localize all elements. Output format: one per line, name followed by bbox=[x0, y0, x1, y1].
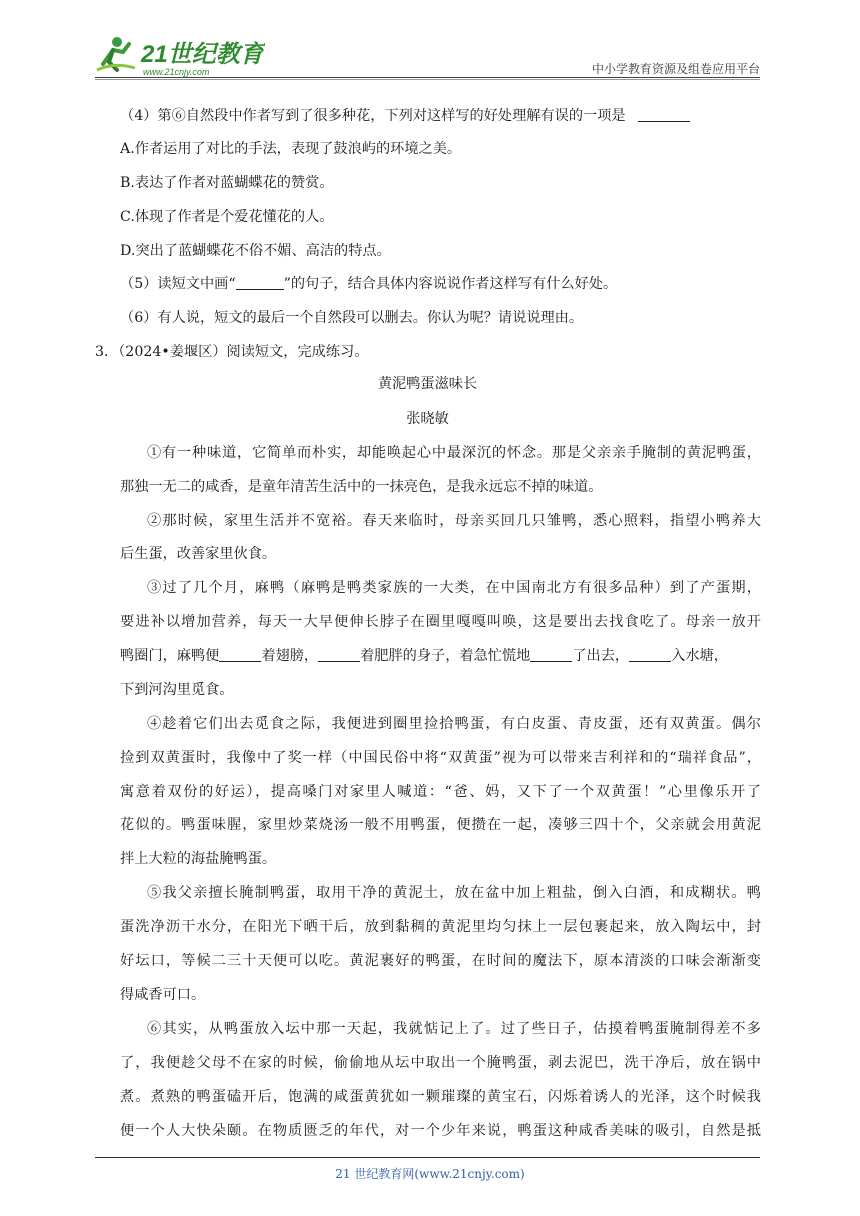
paragraph-3-line: 要进补以增加营养，每天一大早便伸长脖子在圈里嘎嘎叫唤，这是要出去找食吃了。母亲一放开 bbox=[120, 614, 761, 630]
article-title: 黄泥鸭蛋滋味长 bbox=[377, 376, 478, 392]
header-divider-thin bbox=[95, 79, 760, 80]
paragraph-3-line: 下到河沟里觅食。 bbox=[120, 682, 234, 698]
paragraph-3-line: ③过了几个月，麻鸭（麻鸭是鸭类家族的一大类，在中国南北方有很多品种）到了产蛋期， bbox=[147, 580, 761, 596]
paragraph-2-line: ②那时候，家里生活并不宽裕。春天来临时，母亲买回几只雏鸭，悉心照料，指望小鸭养大 bbox=[147, 513, 761, 529]
svg-text:21世纪教育: 21世纪教育 bbox=[141, 41, 264, 68]
paragraph-6-line: 便一个人大快朵颐。在物质匮乏的年代，对一个少年来说，鸭蛋这种咸香美味的吸引，自然是抵 bbox=[120, 1123, 761, 1139]
fill-blank-2[interactable] bbox=[318, 647, 360, 662]
option-b: B.表达了作者对蓝蝴蝶花的赞赏。 bbox=[120, 175, 334, 191]
paragraph-1-line: 那独一无二的咸香，是童年清苦生活中的一抹亮色，是我永远忘不掉的味道。 bbox=[120, 479, 603, 495]
footer-divider bbox=[95, 1157, 760, 1158]
paragraph-4-line: 捡到双黄蛋时，我像中了奖一样（中国民俗中将“双黄蛋”视为可以带来吉利祥和的“瑞祥食品”， bbox=[120, 750, 761, 766]
paragraph-5-line: 得咸香可口。 bbox=[120, 987, 206, 1003]
paragraph-4-line: 拌上大粒的海盐腌鸭蛋。 bbox=[120, 851, 277, 867]
underline-marker bbox=[236, 275, 284, 290]
answer-blank[interactable] bbox=[638, 107, 690, 122]
svg-text:www.21cnjy.com: www.21cnjy.com bbox=[143, 67, 210, 77]
paragraph-5-line: 蛋洗净沥干水分，在阳光下晒干后，放到黏稠的黄泥里均匀抹上一层包裹起来，放入陶坛中，封 bbox=[120, 919, 761, 935]
fill-blank-3[interactable] bbox=[530, 647, 572, 662]
paragraph-1-line: ①有一种味道，它简单而朴实，却能唤起心中最深沉的怀念。那是父亲亲手腌制的黄泥鸭蛋， bbox=[147, 445, 761, 461]
fill-blank-4[interactable] bbox=[629, 647, 671, 662]
paragraph-5-line: ⑤我父亲擅长腌制鸭蛋，取用干净的黄泥土，放在盆中加上粗盐，倒入白酒，和成糊状。鸭 bbox=[147, 885, 761, 901]
paragraph-6-line: 了，我便趁父母不在家的时候，偷偷地从坛中取出一个腌鸭蛋，剥去泥巴，洗干净后，放在锅中 bbox=[120, 1055, 761, 1071]
option-d: D.突出了蓝蝴蝶花不俗不媚、高洁的特点。 bbox=[120, 243, 391, 259]
paragraph-4-line: 花似的。鸭蛋味腥，家里炒菜烧汤一般不用鸭蛋，便攒在一起，凑够三四十个，父亲就会用黄泥 bbox=[120, 817, 761, 833]
question-6: （6）有人说，短文的最后一个自然段可以删去。你认为呢？请说说理由。 bbox=[120, 310, 584, 326]
paragraph-4-line: 寓意着双份的好运），提高嗓门对家里人喊道：“爸、妈，又下了一个双黄蛋！”心里像乐开了 bbox=[120, 784, 761, 800]
paragraph-6-line: ⑥其实，从鸭蛋放入坛中那一天起，我就惦记上了。过了些日子，估摸着鸭蛋腌制得差不多 bbox=[147, 1021, 761, 1037]
page-header bbox=[95, 34, 760, 80]
paragraph-2-line: 后生蛋，改善家里伙食。 bbox=[120, 546, 277, 562]
article-author: 张晓敏 bbox=[406, 411, 449, 427]
platform-label: 中小学教育资源及组卷应用平台 bbox=[591, 62, 760, 76]
question-5: （5）读短文中画“ ”的句子，结合具体内容说说作者这样写有什么好处。 bbox=[120, 276, 618, 292]
logo-runner-icon bbox=[95, 34, 265, 78]
paragraph-4-line: ④趁着它们出去觅食之际，我便进到圈里捡拾鸭蛋，有白皮蛋、青皮蛋，还有双黄蛋。偶尔 bbox=[147, 716, 761, 732]
paragraph-6-line: 煮。煮熟的鸭蛋磕开后，饱满的咸蛋黄犹如一颗璀璨的黄宝石，闪烁着诱人的光泽，这个时候我 bbox=[120, 1089, 761, 1105]
paragraph-5-line: 好坛口，等候二三十天便可以吃。黄泥裹好的鸭蛋，在时间的魔法下，原本清淡的口味会渐渐变 bbox=[120, 953, 761, 969]
question-4: （4）第⑥自然段中作者写到了很多种花，下列对这样写的好处理解有误的一项是 bbox=[120, 107, 690, 125]
paragraph-3-fill-line: 鸭圈门，麻鸭便 着翅膀， 着肥胖的身子，着急忙慌地 了出去， 入水塘， bbox=[120, 648, 728, 664]
footer-link[interactable]: 21 世纪教育网(www.21cnjy.com) bbox=[335, 1167, 525, 1181]
option-c: C.体现了作者是个爱花懂花的人。 bbox=[120, 209, 334, 225]
header-divider bbox=[95, 77, 760, 78]
option-a: A.作者运用了对比的手法，表现了鼓浪屿的环境之美。 bbox=[120, 141, 462, 157]
fill-blank-1[interactable] bbox=[219, 647, 261, 662]
question-3-intro: 3．（2024•姜堰区）阅读短文，完成练习。 bbox=[95, 344, 369, 360]
site-logo[interactable] bbox=[95, 34, 265, 78]
